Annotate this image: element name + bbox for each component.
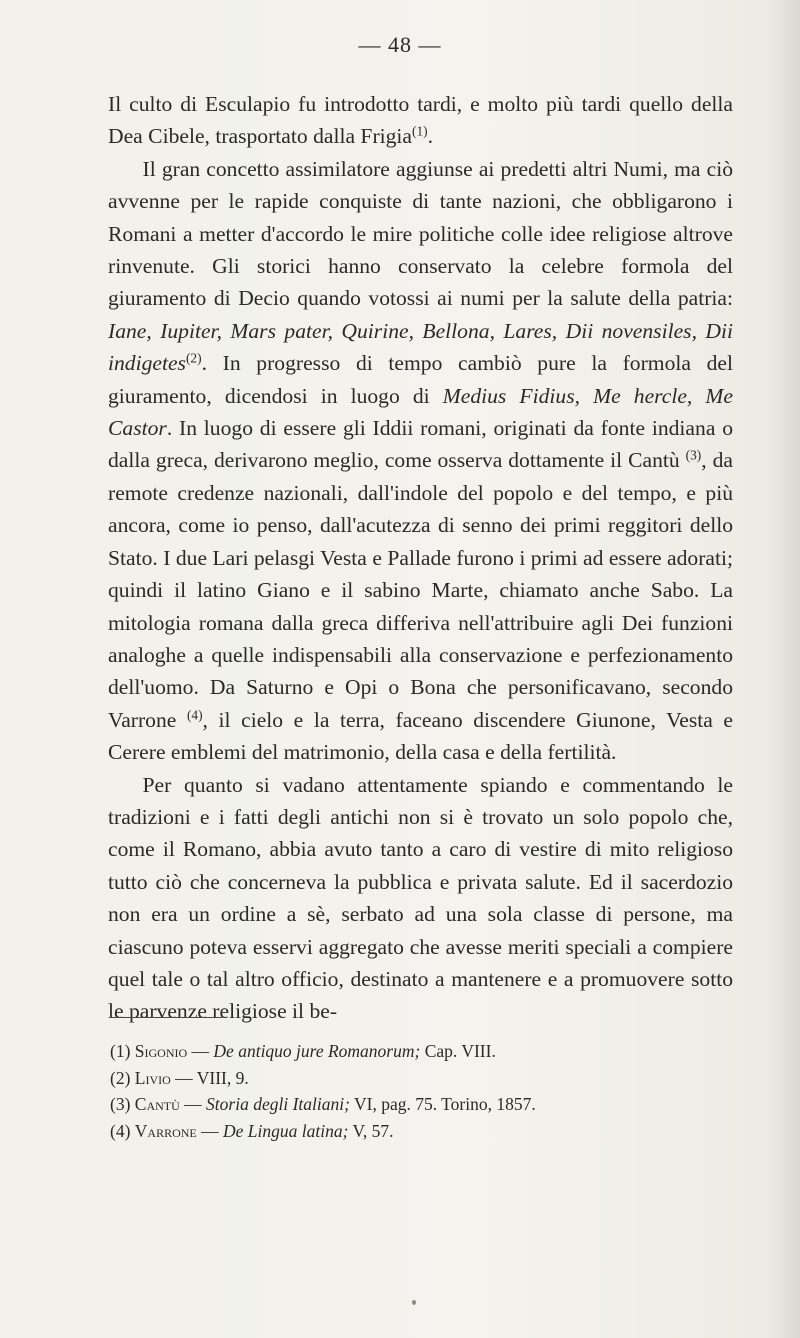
paragraph-1 [108, 88, 733, 153]
footnote-reference: V, 57. [348, 1120, 394, 1141]
footnote-reference: VIII, 9. [196, 1067, 249, 1088]
paragraph-2 [108, 153, 733, 769]
paragraph-2-text-d: , da remote credenze nazionali, dall'indole del popolo e del tempo, e più ancora, come io penso, dall'acutezza di senno dei primi reggitori dello Stato. I due Lari pelasgi Vesta e Pallade furono i primi ad essere adorati; quindi il latino Giano e il sabino Marte, chiamato anche Sabo. La mitologia romana dalla greca differiva nell'attribuire agli Dei funzioni analoghe a quelle indispensabili alla conservazione e perfezionamento dell'uomo. Da Saturno e Opi o Bona che personificavano, secondo Varrone [108, 448, 734, 732]
footnote-separator [110, 1017, 222, 1018]
footnote-2 [110, 1065, 730, 1092]
footnote-ref-1: (1) [412, 124, 428, 140]
footnote-dash: — [170, 1067, 197, 1088]
page-number: — 48 — [358, 32, 442, 57]
footnote-author: Sigonio [134, 1041, 188, 1061]
oath-formula-latin: Iane, Iupiter, Mars pater, Quirine, Bellona, Lares, Dii novensiles, Dii indigetes [108, 318, 733, 376]
ink-speck [412, 1300, 416, 1305]
footnote-4 [110, 1118, 730, 1145]
paragraph-1-end: . [427, 124, 434, 149]
footnote-reference: VI, pag. 75. Torino, 1857. [349, 1094, 536, 1115]
footnote-ref-3: (3) [685, 448, 702, 464]
footnote-author: Livio [134, 1067, 171, 1088]
footnote-author: Cantù [134, 1094, 180, 1115]
footnote-dash: — [187, 1041, 214, 1061]
paragraph-2-text-c: . In luogo di essere gli Iddii romani, originati da fonte indiana o dalla greca, derivarono meglio, come osserva dottamente il Cantù [108, 416, 733, 473]
footnote-number: (2) [110, 1067, 131, 1088]
paragraph-3: Per quanto si vadano attentamente spiando e commentando le tradizioni e i fatti degli antichi non si è trovato un solo popolo che, come il Romano, abbia avuto tanto a caro di vestire di mito religioso tutto ciò che concerneva la pubblica e privata salute. Ed il sacerdozio non era un ordine a sè, serbato ad una sola classe di persone, ma ciascuno poteva esservi aggregato che avesse meriti speciali a compiere quel tale o tal altro officio, destinato a mantenere e a promuovere sotto le parvenze religiose il be- [108, 772, 733, 1024]
footnote-dash: — [196, 1120, 224, 1141]
oath-formula-later: Medius Fidius, Me hercle, Me Castor [108, 383, 733, 441]
footnote-number: (4) [110, 1120, 131, 1141]
footnote-1 [110, 1038, 730, 1065]
paragraph-2-text-e: , il cielo e la terra, faceano discendere Giunone, Vesta e Cerere emblemi del matrimonio, della casa e della fertilità. [108, 707, 734, 765]
footnote-author: Varrone [134, 1120, 197, 1141]
paragraph-2-text-b: . In progresso di tempo cambiò pure la formola del giuramento, dicendosi in luogo di [108, 351, 733, 408]
footnotes [110, 1038, 730, 1144]
footnote-ref-2: (2) [185, 350, 202, 366]
footnote-ref-4: (4) [186, 707, 203, 723]
footnote-3 [110, 1091, 730, 1118]
paragraph-2-text-a: Il gran concetto assimilatore aggiunse ai predetti altri Numi, ma ciò avvenne per le rapide conquiste di tante nazioni, che obbligarono i Romani a metter d'accordo le mire politiche colle idee religiose altrove rinvenute. Gli storici hanno conservato la celebre formola del giuramento di Decio quando votossi ai numi per la salute della patria: [108, 156, 733, 311]
footnote-number: (1) [110, 1041, 131, 1061]
body-text [108, 88, 733, 1028]
footnote-title: Storia degli Italiani; [206, 1094, 350, 1115]
footnote-title: De antiquo jure Romanorum; [213, 1041, 421, 1061]
footnote-reference: Cap. VIII. [420, 1041, 496, 1061]
footnote-title: De Lingua latina; [223, 1120, 349, 1141]
paragraph-1-text: Il culto di Esculapio fu introdotto tardi, e molto più tardi quello della Dea Cibele, trasportato dalla Frigia [108, 92, 733, 149]
footnote-dash: — [179, 1094, 207, 1115]
footnote-number: (3) [110, 1094, 131, 1115]
